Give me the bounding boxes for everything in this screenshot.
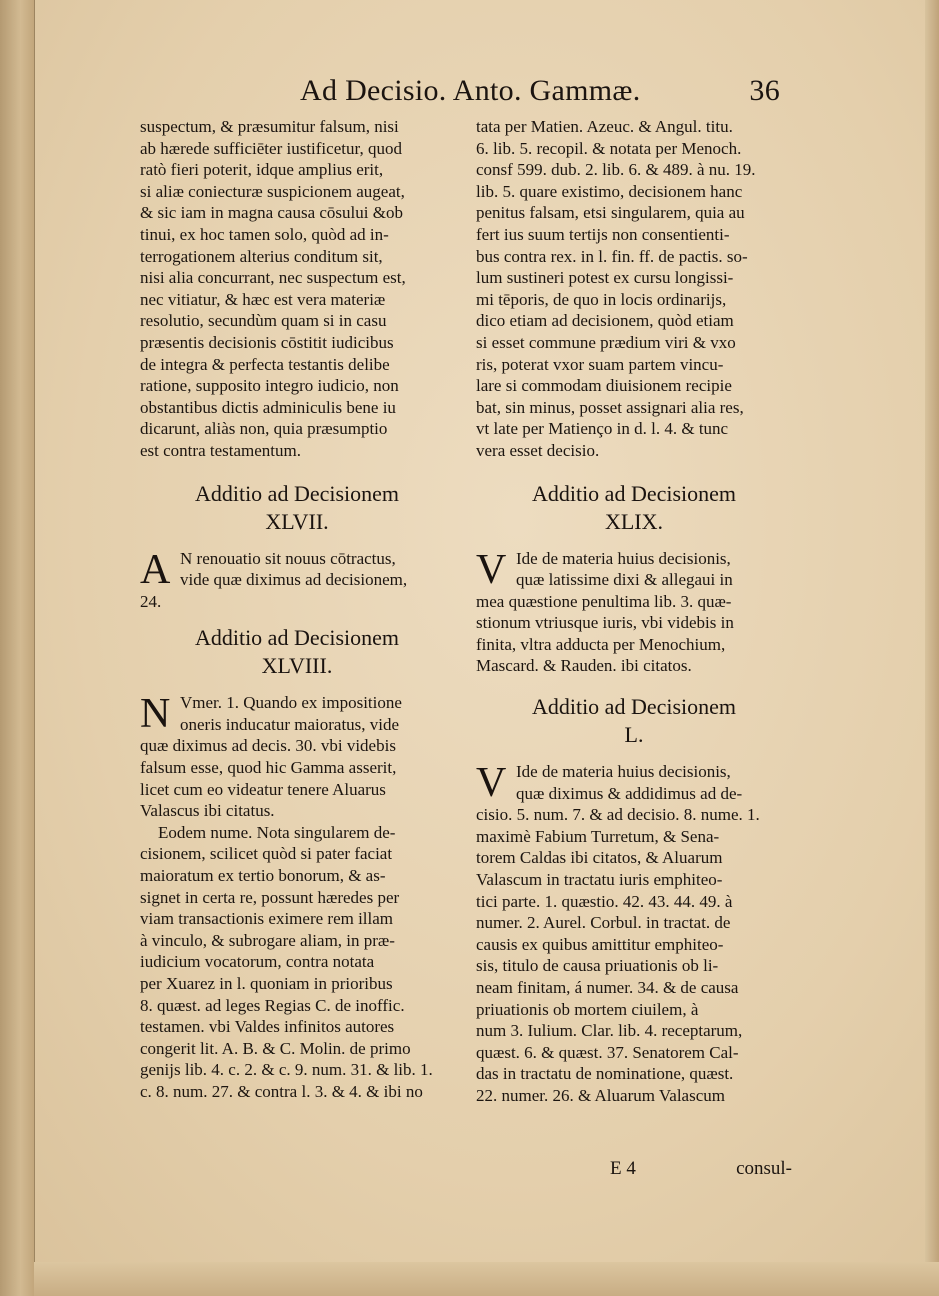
text-line: lib. 5. quare existimo, decisionem hanc [476, 181, 743, 201]
text-line: terrogationem alterius conditum sit, [140, 246, 383, 266]
left-paragraph-1 [140, 116, 454, 462]
text-line: Mascard. & Rauden. ibi citatos. [476, 656, 692, 676]
text-line: mi tēporis, de quo in locis ordinarijs, [476, 289, 727, 309]
text-line: quæ latissime dixi & allegaui in [516, 570, 733, 590]
text-line: Eodem nume. Nota singularem de- [158, 822, 396, 842]
text-line: Valascus ibi citatus. [140, 801, 275, 821]
text-line: bat, sin minus, posset assignari alia res, [476, 397, 744, 417]
text-line: Ide de materia huius decisionis, [516, 548, 731, 568]
text-line: licet cum eo videatur tenere Aluarus [140, 779, 386, 799]
text-line: testamen. vbi Valdes infinitos autores [140, 1017, 395, 1037]
binding-edge [0, 0, 35, 1296]
left-column [140, 116, 454, 1103]
text-line: per Xuarez in l. quoniam in prioribus [140, 974, 393, 993]
text-line: lum sustineri potest ex cursu longissi- [476, 268, 734, 288]
text-line: c. 8. num. 27. & contra l. 3. & 4. & ibi no [140, 1081, 423, 1101]
page-edge [925, 0, 939, 1296]
text-line: ratò fieri poterit, idque amplius erit, [140, 160, 384, 180]
text-line: 24. [140, 591, 162, 611]
text-line: ab hærede sufficiēter iustificetur, quod [140, 138, 402, 158]
text-line: causis ex quibus amittitur emphiteo- [476, 934, 724, 954]
text-line: de integra & perfecta testantis delibe [140, 354, 390, 374]
text-line: obstantibus dictis adminiculis bene iu [140, 397, 396, 417]
text-line: 8. quæst. ad leges Regias C. de inoffic. [140, 995, 405, 1015]
page-bottom-edge [34, 1262, 939, 1296]
text-line: nec vitiatur, & hæc est vera materiæ [140, 289, 386, 309]
text-line: fert ius suum tertijs non consentienti- [476, 224, 730, 244]
page-footer [476, 1158, 792, 1182]
text-line: genijs lib. 4. c. 2. & c. 9. num. 31. & lib. 1. [140, 1060, 433, 1080]
text-line: suspectum, & præsumitur falsum, nisi [140, 117, 399, 136]
text-line: est contra testamentum. [140, 440, 301, 460]
text-line: numer. 2. Aurel. Corbul. in tractat. de [476, 913, 731, 933]
heading-xlviii-line2: XLVIII. [261, 653, 333, 679]
text-line: tata per Matien. Azeuc. & Angul. titu. [476, 117, 733, 136]
text-line: ris, poterat vxor suam partem vincu- [476, 354, 724, 374]
text-line: quæ diximus ad decis. 30. vbi videbis [140, 736, 396, 756]
text-line: N renouatio sit nouus cōtractus, [180, 548, 396, 568]
signature-mark: E 4 [610, 1158, 636, 1179]
text-line: lare si commodam diuisionem recipie [476, 376, 732, 396]
right-paragraph-3 [476, 761, 792, 1107]
left-paragraph-2 [140, 548, 454, 613]
text-line: num 3. Iulium. Clar. lib. 4. receptarum, [476, 1021, 743, 1041]
heading-xlviii-line1: Additio ad Decisionem [194, 625, 400, 651]
text-line: vide quæ diximus ad decisionem, [180, 570, 408, 590]
text-line: quæ diximus & addidimus ad de- [516, 783, 743, 803]
text-line: neam finitam, á numer. 34. & de causa [476, 978, 739, 997]
text-line: ratione, supposito integro iudicio, non [140, 376, 399, 396]
text-line: priuationis ob mortem ciuilem, à [476, 999, 699, 1019]
heading-xlix-line2: XLIX. [604, 508, 664, 534]
text-line: 6. lib. 5. recopil. & notata per Menoch. [476, 138, 742, 158]
text-line: finita, vltra adducta per Menochium, [476, 634, 726, 654]
text-line: Valascum in tractatu iuris emphiteo- [476, 870, 723, 890]
text-line: das in tractatu de nominatione, quæst. [476, 1064, 734, 1084]
text-line: si esset commune prædium viri & vxo [476, 332, 736, 352]
heading-xlvii-line2: XLVII. [265, 508, 329, 534]
text-line: resolutio, secundùm quam si in casu [140, 311, 387, 331]
text-line: Ide de materia huius decisionis, [516, 762, 731, 782]
text-line: maioratum ex tertio bonorum, & as- [140, 866, 386, 886]
text-line: tinui, ex hoc tamen solo, quòd ad in- [140, 224, 389, 244]
text-line: congerit lit. A. B. & C. Molin. de primo [140, 1038, 411, 1058]
right-paragraph-2 [476, 548, 792, 678]
text-line: & sic iam in magna causa cōsului &ob [140, 203, 403, 223]
text-line: torem Caldas ibi citatos, & Aluarum [476, 848, 723, 868]
text-line: si aliæ coniecturæ suspicionem augeat, [140, 181, 405, 201]
text-line: cisionem, scilicet quòd si pater faciat [140, 844, 393, 864]
text-line: bus contra rex. in l. fin. ff. de pactis. so- [476, 246, 748, 266]
heading-l-line1: Additio ad Decisionem [531, 694, 737, 720]
catchword: consul- [736, 1158, 792, 1179]
text-line: consf 599. dub. 2. lib. 6. & 489. à nu. 19. [476, 160, 756, 180]
text-line: dico etiam ad decisionem, quòd etiam [476, 311, 734, 331]
text-line: viam transactionis eximere rem illam [140, 909, 394, 929]
text-line: sis, titulo de causa priuationis ob li- [476, 956, 719, 976]
right-column [476, 116, 792, 1107]
text-line: dicarunt, aliàs non, quia præsumptio [140, 419, 388, 439]
text-line: iudicium vocatorum, contra notata [140, 952, 375, 972]
text-line: præsentis decisionis cōstitit iudicibus [140, 332, 394, 352]
text-line: stionum vtriusque iuris, vbi videbis in [476, 613, 734, 633]
text-line: vt late per Matienço in d. l. 4. & tunc [476, 419, 729, 439]
running-head [300, 74, 780, 114]
text-line: oneris inducatur maioratus, vide [180, 714, 400, 734]
text-line: signet in certa re, possunt hæredes per [140, 887, 400, 907]
dropcap-v-2: V [476, 760, 507, 807]
heading-xlix-line1: Additio ad Decisionem [531, 480, 737, 506]
text-line: quæst. 6. & quæst. 37. Senatorem Cal- [476, 1042, 739, 1062]
running-title: Ad Decisio. Anto. Gammæ. [300, 74, 641, 107]
text-line: 22. numer. 26. & Aluarum Valascum [476, 1085, 725, 1105]
text-line: Vmer. 1. Quando ex impositione [180, 693, 402, 713]
right-paragraph-1 [476, 116, 792, 462]
text-line: nisi alia concurrant, nec suspectum est, [140, 268, 406, 288]
dropcap-a: A [140, 546, 171, 593]
left-paragraph-3 [140, 692, 454, 822]
page-number: 36 [749, 74, 780, 107]
dropcap-v: V [476, 546, 507, 593]
text-line: tici parte. 1. quæstio. 42. 43. 44. 49. à [476, 891, 733, 911]
heading-l-line2: L. [624, 722, 644, 748]
text-line: mea quæstione penultima lib. 3. quæ- [476, 591, 732, 611]
text-line: à vinculo, & subrogare aliam, in præ- [140, 930, 395, 950]
text-line: maximè Fabium Turretum, & Sena- [476, 826, 720, 846]
text-line: cisio. 5. num. 7. & ad decisio. 8. nume. 1. [476, 805, 760, 825]
left-paragraph-4 [140, 822, 454, 1103]
text-line: penitus falsam, etsi singularem, quia au [476, 203, 745, 223]
heading-xlvii-line1: Additio ad Decisionem [194, 480, 400, 506]
dropcap-n: N [140, 691, 171, 738]
text-line: falsum esse, quod hic Gamma asserit, [140, 758, 397, 778]
text-line: vera esset decisio. [476, 440, 600, 460]
